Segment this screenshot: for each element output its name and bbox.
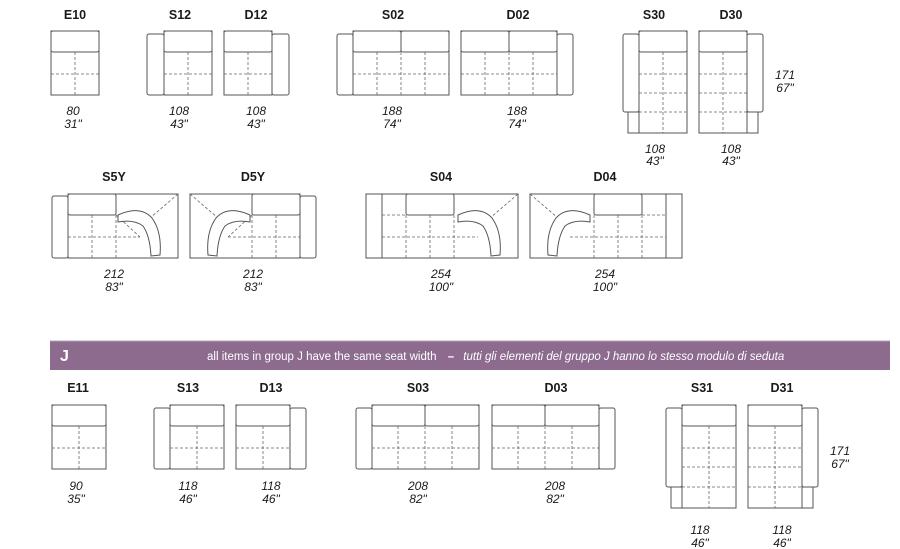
width-in: 82" (546, 492, 564, 506)
depth-in: 67" (776, 81, 794, 95)
width-cm: 188 (381, 104, 403, 118)
module-code: S30 (642, 8, 666, 22)
width-cm: 108 (644, 142, 666, 156)
group-note-separator: – (447, 351, 455, 363)
group-note-italian: tutti gli elementi del gruppo J hanno lo stesso modulo di seduta (463, 351, 785, 363)
width-in: 100" (428, 280, 454, 294)
width-cm: 208 (544, 479, 566, 493)
width-cm: 188 (506, 104, 528, 118)
module-D30 (699, 8, 763, 168)
width-cm: 118 (178, 479, 198, 493)
width-cm: 90 (69, 479, 83, 493)
module-code: S5Y (102, 170, 126, 184)
width-in: 82" (409, 492, 427, 506)
width-cm: 212 (242, 267, 264, 281)
width-cm: 254 (430, 267, 452, 281)
module-code: D04 (593, 170, 617, 184)
module-code: D13 (259, 381, 283, 395)
width-cm: 108 (720, 142, 742, 156)
width-cm: 108 (168, 104, 190, 118)
width-in: 83" (105, 280, 123, 294)
width-cm: 208 (407, 479, 429, 493)
width-cm: 108 (245, 104, 267, 118)
width-in: 31" (64, 117, 82, 131)
module-code: S02 (381, 8, 405, 22)
width-cm: 80 (66, 104, 80, 118)
module-S5Y (52, 170, 178, 294)
module-code: S04 (429, 170, 453, 184)
group-letter: J (60, 348, 69, 365)
width-in: 43" (646, 154, 664, 168)
module-code: D02 (506, 8, 530, 22)
module-code: D03 (544, 381, 568, 395)
width-in: 43" (722, 154, 740, 168)
module-D02 (461, 8, 573, 131)
width-in: 74" (383, 117, 401, 131)
module-E10 (51, 8, 99, 131)
module-code: D31 (770, 381, 794, 395)
width-in: 83" (244, 280, 262, 294)
width-cm: 212 (103, 267, 125, 281)
module-D12 (224, 8, 289, 131)
module-S13 (154, 381, 224, 506)
group-note-english: all items in group J have the same seat width (207, 351, 437, 363)
width-in: 43" (247, 117, 265, 131)
width-cm: 118 (690, 523, 710, 537)
width-in: 46" (262, 492, 280, 506)
depth-cm: 171 (829, 444, 851, 458)
module-code: S03 (406, 381, 430, 395)
group-note (207, 351, 784, 363)
module-E11 (52, 381, 106, 506)
depth-cm: 171 (774, 68, 796, 82)
group-band (50, 341, 890, 370)
width-in: 74" (508, 117, 526, 131)
width-in: 100" (592, 280, 618, 294)
module-code: D12 (244, 8, 268, 22)
module-D31 (748, 381, 818, 549)
width-in: 43" (170, 117, 188, 131)
module-S03 (356, 381, 479, 506)
module-code: S12 (168, 8, 192, 22)
module-code: E11 (67, 381, 89, 395)
module-D03 (492, 381, 615, 506)
module-D13 (236, 381, 306, 506)
module-code: E10 (63, 8, 87, 22)
width-cm: 118 (261, 479, 281, 493)
module-code: D5Y (240, 170, 266, 184)
module-S04 (366, 170, 518, 294)
module-S30 (623, 8, 687, 168)
module-code: D30 (719, 8, 743, 22)
depth-in: 67" (831, 457, 849, 471)
width-in: 46" (179, 492, 197, 506)
module-D04 (530, 170, 682, 294)
module-code: S31 (690, 381, 714, 395)
width-in: 46" (773, 536, 791, 549)
module-code: S13 (176, 381, 200, 395)
width-cm: 118 (772, 523, 792, 537)
width-cm: 254 (594, 267, 616, 281)
module-S02 (337, 8, 449, 131)
module-S12 (147, 8, 212, 131)
module-S31 (666, 381, 736, 549)
width-in: 35" (67, 492, 85, 506)
width-in: 46" (691, 536, 709, 549)
module-D5Y (190, 170, 316, 294)
